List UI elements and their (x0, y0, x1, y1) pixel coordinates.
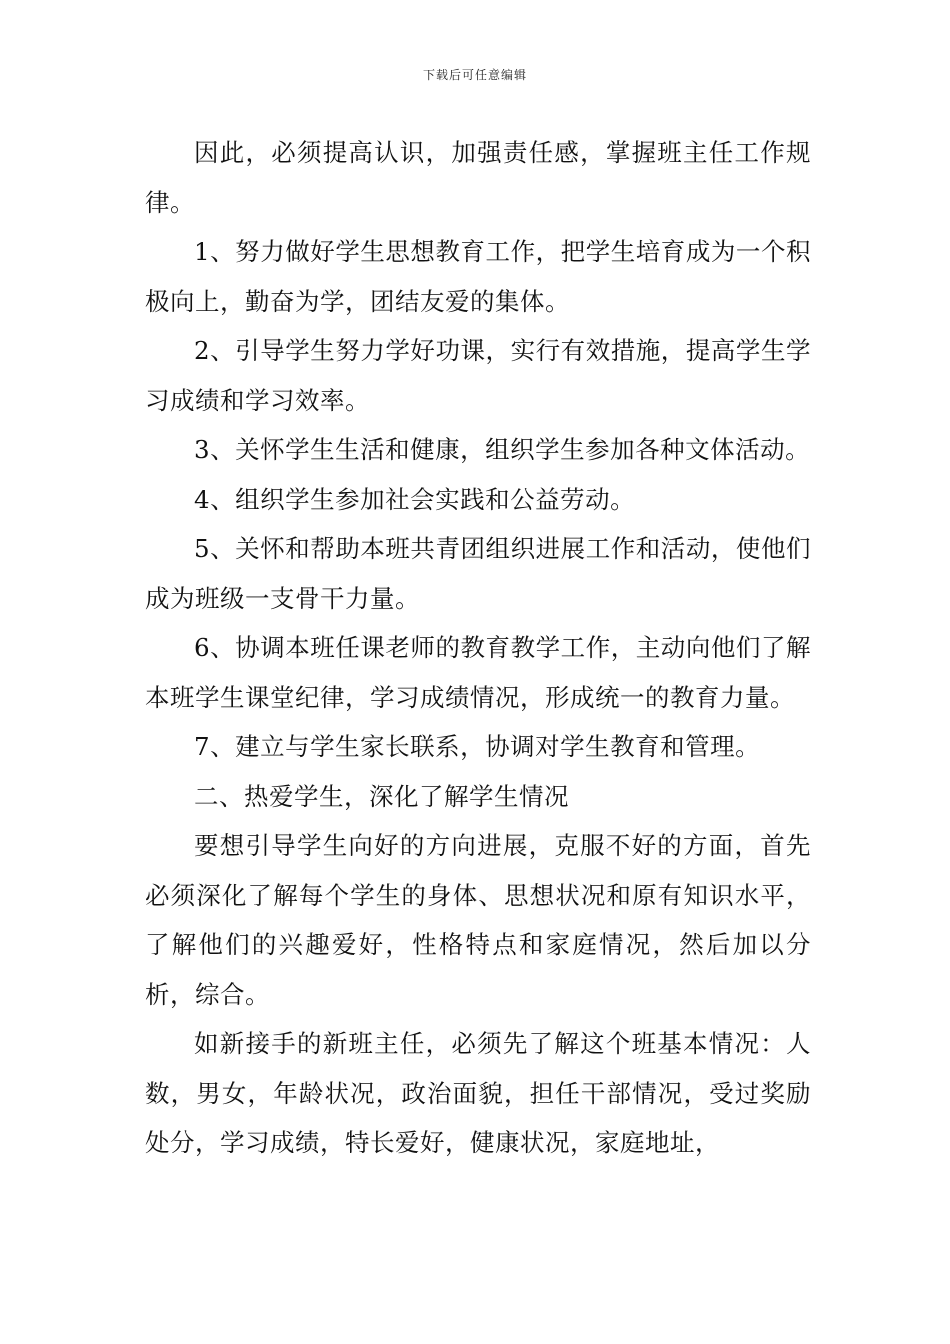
paragraph-item-6: 6、协调本班任课老师的教育教学工作，主动向他们了解本班学生课堂纪律，学习成绩情况，形成统一的教育力量。 (145, 633, 811, 712)
page-header-note: 下载后可任意编辑 (422, 68, 527, 82)
section-heading-2: 二、热爱学生，深化了解学生情况 (194, 781, 569, 811)
paragraph-new-class-teacher: 如新接手的新班主任，必须先了解这个班基本情况：人数，男女，年龄状况，政治面貌，担任干部情况，受过奖励处分，学习成绩，特长爱好，健康状况，家庭地址， (145, 1029, 811, 1157)
paragraph-intro: 因此，必须提高认识，加强责任感，掌握班主任工作规律。 (145, 138, 811, 217)
paragraph-item-1: 1、努力做好学生思想教育工作，把学生培育成为一个积极向上，勤奋为学，团结友爱的集体。 (145, 237, 811, 316)
paragraph-item-7: 7、建立与学生家长联系，协调对学生教育和管理。 (194, 732, 761, 761)
paragraph-item-5: 5、关怀和帮助本班共青团组织进展工作和活动，使他们成为班级一支骨干力量。 (145, 534, 811, 613)
paragraph-item-3: 3、关怀学生生活和健康，组织学生参加各种文体活动。 (194, 435, 811, 464)
document-body (145, 128, 811, 1168)
paragraph-item-2: 2、引导学生努力学好功课，实行有效措施，提高学生学习成绩和学习效率。 (145, 336, 811, 415)
paragraph-item-4: 4、组织学生参加社会实践和公益劳动。 (194, 484, 636, 514)
paragraph-understand-students: 要想引导学生向好的方向进展，克服不好的方面，首先必须深化了解每个学生的身体、思想状况和原有知识水平，了解他们的兴趣爱好，性格特点和家庭情况，然后加以分析，综合。 (145, 831, 811, 1009)
